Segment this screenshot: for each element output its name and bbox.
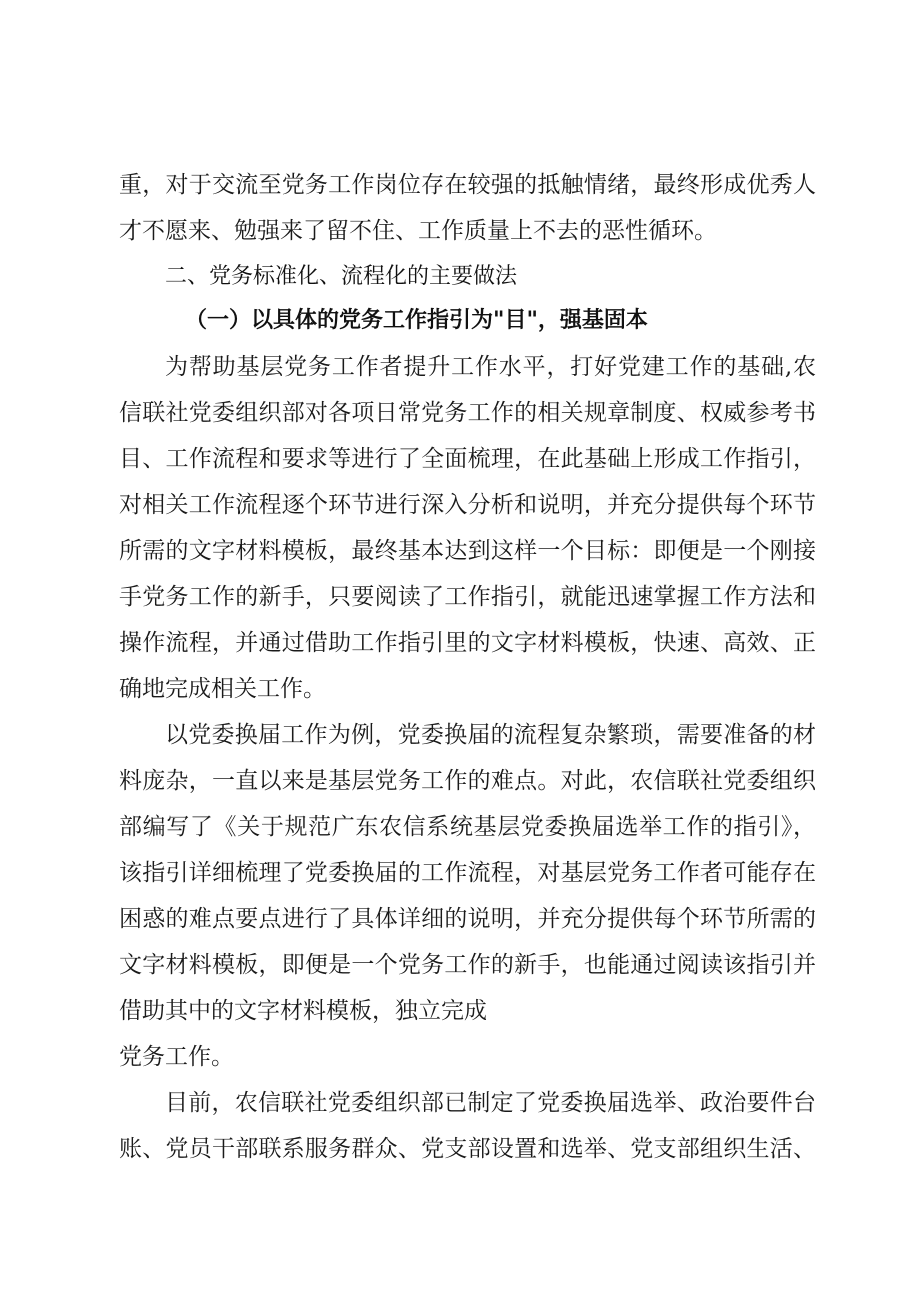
paragraph-line: 手党务工作的新手，只要阅读了工作指引，就能迅速掌握工作方法和 [119, 584, 816, 610]
paragraph-line: 操作流程，并通过借助工作指引里的文字材料模板，快速、高效、正 [119, 630, 816, 656]
paragraph-line: 所需的文字材料模板，最终基本达到这样一个目标：即便是一个刚接 [119, 538, 816, 564]
paragraph-line: 账、党员干部联系服务群众、党支部设置和选举、党支部组织生活、 [119, 1136, 816, 1162]
paragraph-line: 借助其中的文字材料模板，独立完成 [119, 998, 487, 1024]
paragraph-line: 确地完成相关工作。 [119, 676, 326, 702]
paragraph-line: 为帮助基层党务工作者提升工作水平，打好党建工作的基础,农 [165, 354, 816, 380]
paragraph-line: 文字材料模板，即便是一个党务工作的新手，也能通过阅读该指引并 [119, 952, 816, 978]
paragraph-line: 以党委换届工作为例，党委换届的流程复杂繁琐，需要准备的材 [165, 722, 816, 748]
paragraph-line: 对相关工作流程逐个环节进行深入分析和说明，并充分提供每个环节 [119, 492, 816, 518]
paragraph-line: 才不愿来、勉强来了留不住、工作质量上不去的恶性循环。 [119, 218, 717, 244]
paragraph-line: 目前，农信联社党委组织部已制定了党委换届选举、政治要件台 [165, 1090, 816, 1116]
paragraph-line: 信联社党委组织部对各项日常党务工作的相关规章制度、权威参考书 [119, 400, 816, 426]
paragraph-line: 部编写了《关于规范广东农信系统基层党委换届选举工作的指引》， [119, 814, 816, 840]
paragraph-line: 党务工作。 [119, 1044, 234, 1070]
paragraph-line: 料庞杂，一直以来是基层党务工作的难点。对此，农信联社党委组织 [119, 768, 816, 794]
section-heading: 二、党务标准化、流程化的主要做法 [165, 264, 518, 289]
subsection-heading: （一）以具体的党务工作指引为"目"，强基固本 [185, 308, 648, 333]
paragraph-line: 目、工作流程和要求等进行了全面梳理，在此基础上形成工作指引， [119, 446, 816, 472]
paragraph-line: 困惑的难点要点进行了具体详细的说明，并充分提供每个环节所需的 [119, 906, 816, 932]
paragraph-line: 该指引详细梳理了党委换届的工作流程，对基层党务工作者可能存在 [119, 860, 816, 886]
paragraph-line: 重，对于交流至党务工作岗位存在较强的抵触情绪，最终形成优秀人 [119, 172, 816, 198]
